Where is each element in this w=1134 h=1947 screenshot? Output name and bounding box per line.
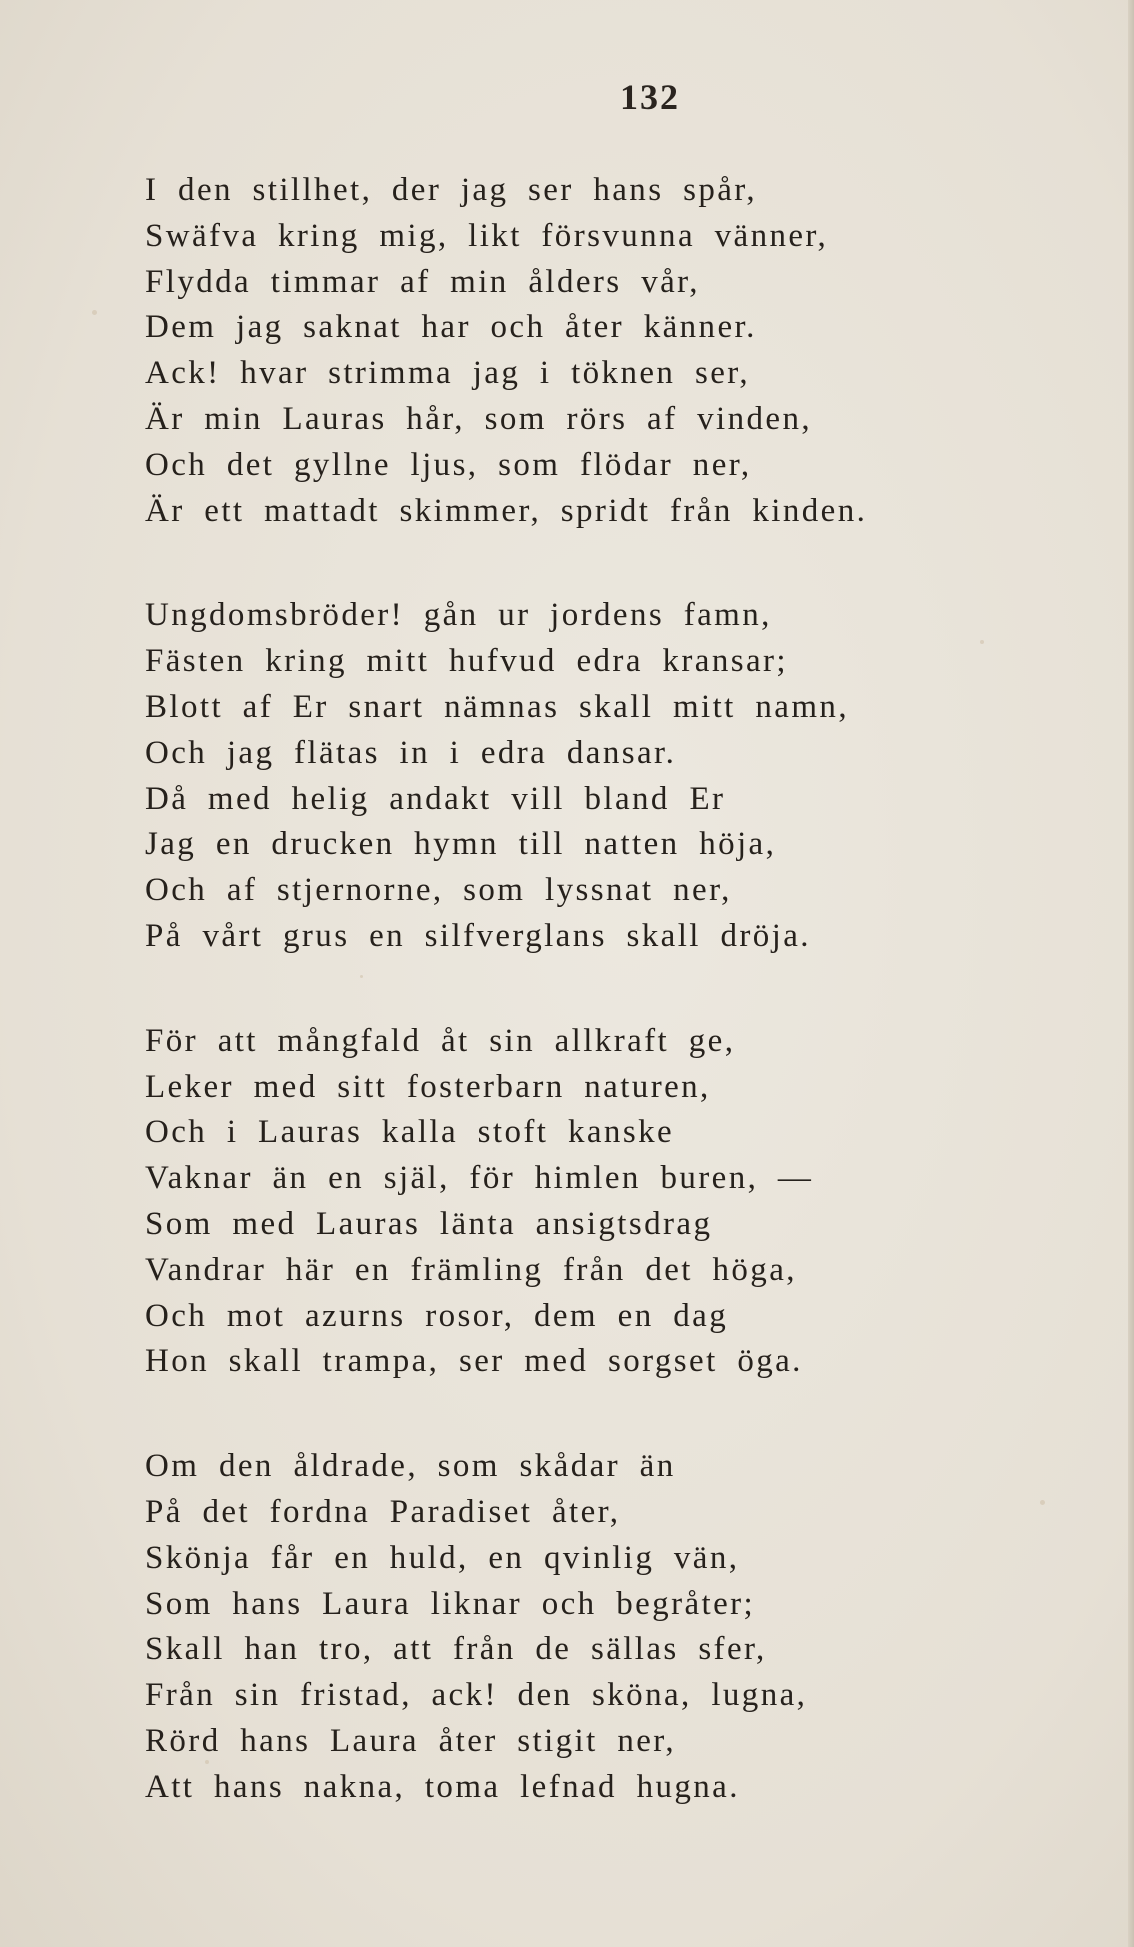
poem-line: Och jag flätas in i edra dansar.	[145, 734, 677, 771]
poem-line: Leker med sitt fosterbarn naturen,	[145, 1068, 711, 1105]
poem-line: Jag en drucken hymn till natten höja,	[145, 826, 777, 863]
poem-body	[145, 168, 1025, 1811]
page-number: 132	[620, 77, 680, 117]
poem-line: Dem jag saknat har och åter känner.	[145, 309, 757, 346]
stanza-4	[145, 1444, 1025, 1810]
poem-line: På vårt grus en silfverglans skall dröja.	[145, 917, 811, 954]
poem-line: Från sin fristad, ack! den sköna, lugna,	[145, 1677, 808, 1714]
poem-line: Swäfva kring mig, likt försvunna vänner,	[145, 217, 829, 254]
poem-line: Som med Lauras länta ansigtsdrag	[145, 1205, 713, 1242]
stanza-3	[145, 1019, 1025, 1385]
poem-line: Att hans nakna, toma lefnad hugna.	[145, 1768, 740, 1805]
poem-line: Skönja får en huld, en qvinlig vän,	[145, 1539, 740, 1576]
poem-line: I den stillhet, der jag ser hans spår,	[145, 172, 757, 208]
stanza-2	[145, 593, 1025, 959]
poem-line: Rörd hans Laura åter stigit ner,	[145, 1722, 677, 1759]
poem-line: Och mot azurns rosor, dem en dag	[145, 1297, 729, 1334]
poem-line: Vaknar än en själ, för himlen buren, —	[145, 1160, 814, 1197]
poem-line: Och af stjernorne, som lyssnat ner,	[145, 872, 732, 909]
poem-line: Och i Lauras kalla stoft kanske	[145, 1114, 675, 1151]
poem-line: Om den åldrade, som skådar än	[145, 1448, 676, 1485]
poem-line: Blott af Er snart nämnas skall mitt namn,	[145, 688, 849, 725]
paper-speck	[1040, 1500, 1045, 1505]
poem-line: Ungdomsbröder! gån ur jordens famn,	[145, 597, 772, 634]
page-edge	[1128, 0, 1134, 1947]
poem-line: För att mångfald åt sin allkraft ge,	[145, 1022, 736, 1059]
paper-speck	[92, 310, 97, 315]
poem-line: Hon skall trampa, ser med sorgset öga.	[145, 1343, 803, 1380]
poem-line: Flydda timmar af min ålders vår,	[145, 263, 700, 300]
poem-line: Fästen kring mitt hufvud edra kransar;	[145, 643, 788, 680]
poem-line: Och det gyllne ljus, som flödar ner,	[145, 446, 752, 483]
poem-line: Är min Lauras hår, som rörs af vinden,	[145, 400, 812, 437]
poem-line: Då med helig andakt vill bland Er	[145, 780, 726, 817]
poem-line: Är ett mattadt skimmer, spridt från kinden.	[145, 492, 868, 529]
poem-line: Som hans Laura liknar och begråter;	[145, 1585, 756, 1622]
poem-line: Skall han tro, att från de sällas sfer,	[145, 1631, 767, 1668]
poem-line: Vandrar här en främling från det höga,	[145, 1251, 797, 1288]
stanza-1	[145, 168, 1025, 534]
poem-line: Ack! hvar strimma jag i töknen ser,	[145, 355, 750, 392]
poem-line: På det fordna Paradiset åter,	[145, 1493, 621, 1530]
